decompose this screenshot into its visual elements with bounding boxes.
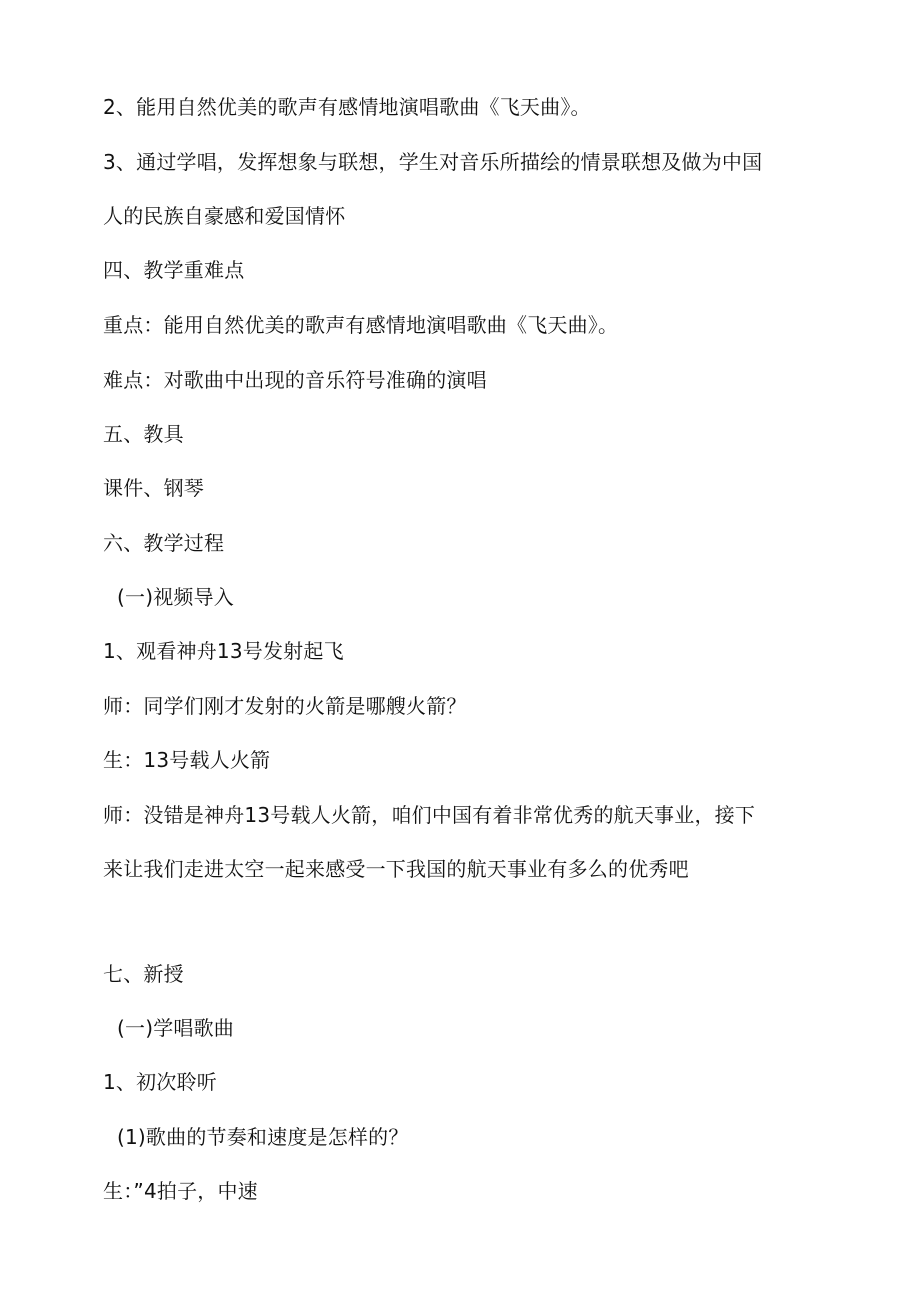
section-heading-teaching-aids: 五、教具 bbox=[103, 422, 184, 446]
objective-3-line-1: 3、通过学唱，发挥想象与联想，学生对音乐所描绘的情景联想及做为中国 bbox=[103, 150, 763, 174]
objective-3-line-2: 人的民族自豪感和爱国情怀 bbox=[103, 204, 346, 228]
student-answer-rhythm: 生：”4拍子，中速 bbox=[103, 1179, 258, 1203]
section-heading-teaching-process: 六、教学过程 bbox=[103, 531, 225, 555]
dialogue-teacher-reply-line-2: 来让我们走进太空一起来感受一下我国的航天事业有多么的优秀吧 bbox=[103, 857, 689, 881]
dialogue-teacher-question: 师：同学们刚才发射的火箭是哪艘火箭？ bbox=[103, 694, 467, 718]
dialogue-student-answer: 生：13号载人火箭 bbox=[103, 748, 271, 772]
section-heading-new-lesson: 七、新授 bbox=[103, 962, 184, 986]
step-watch-launch: 1、观看神舟13号发射起飞 bbox=[103, 639, 344, 663]
subsection-video-intro: (一)视频导入 bbox=[117, 585, 235, 609]
step-first-listen: 1、初次聆听 bbox=[103, 1070, 217, 1094]
dialogue-teacher-reply-line-1: 师：没错是神舟13号载人火箭，咱们中国有着非常优秀的航天事业，接下 bbox=[103, 803, 756, 827]
question-rhythm-speed: (1)歌曲的节奏和速度是怎样的？ bbox=[117, 1125, 409, 1149]
difficult-point: 难点：对歌曲中出现的音乐符号准确的演唱 bbox=[103, 368, 487, 392]
key-point: 重点：能用自然优美的歌声有感情地演唱歌曲《飞天曲》。 bbox=[103, 313, 619, 337]
subsection-learn-song: (一)学唱歌曲 bbox=[117, 1016, 235, 1040]
teaching-aids-list: 课件、钢琴 bbox=[103, 476, 204, 500]
section-heading-key-points: 四、教学重难点 bbox=[103, 258, 245, 282]
objective-2: 2、能用自然优美的歌声有感情地演唱歌曲《飞天曲》。 bbox=[103, 95, 591, 119]
